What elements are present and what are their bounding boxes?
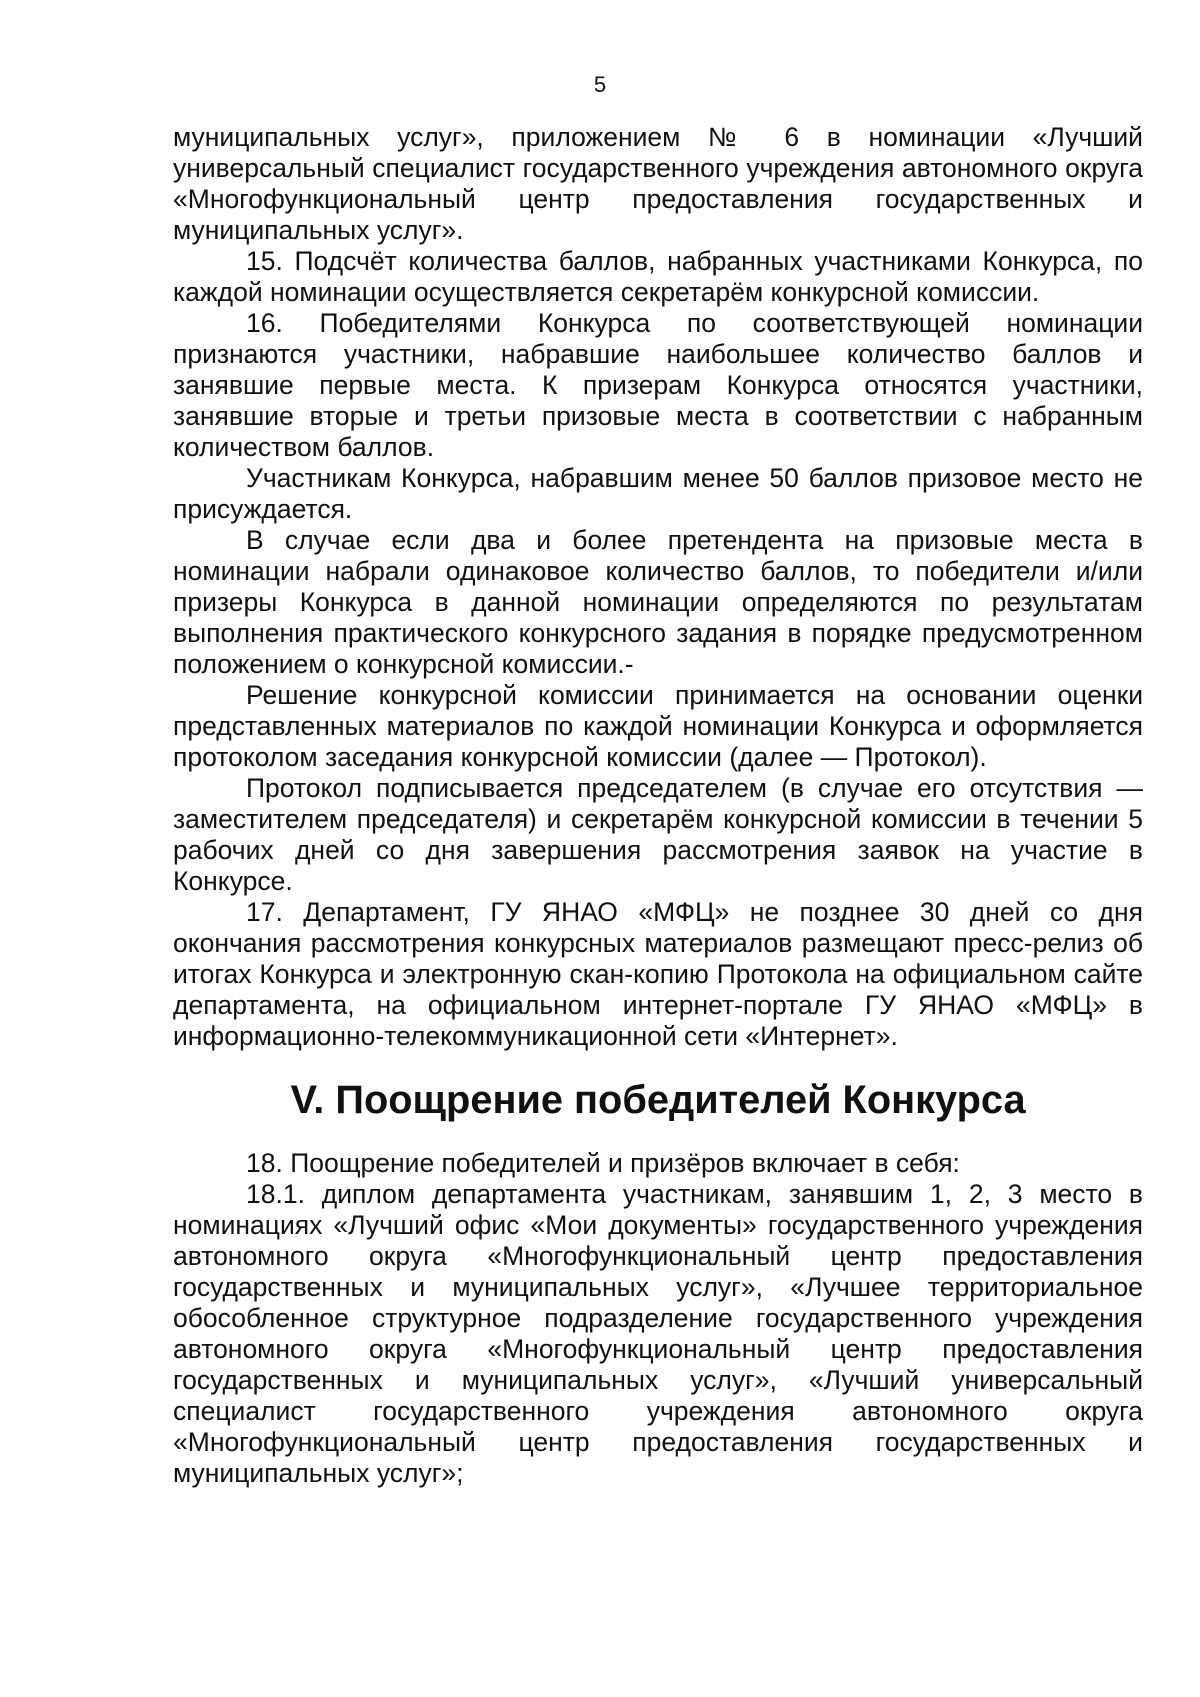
paragraph: 18.1. диплом департамента участникам, занявшим 1, 2, 3 место в номинациях «Лучший офис «Мои документы» государственного учреждения автономного округа «Многофункциональный центр предоставления государственных и муниципальных услуг», «Лучшее территориальное обособленное структурное подразделение государственного учреждения автономного округа «Многофункциональный центр предоставления государственных и муниципальных услуг», «Лучший универсальный специалист государственного учреждения автономного округа «Многофункциональный центр предоставления государственных и муниципальных услуг»; [173,1179,1143,1488]
paragraph: 18. Поощрение победителей и призёров включает в себя: [246,1148,960,1178]
paragraph: муниципальных услуг», приложением № 6 в номинации «Лучший универсальный специалист государственного учреждения автономного округа «Многофункциональный центр предоставления государственных и муниципальных услуг». [173,122,1143,245]
section-heading: V. Поощрение победителей Конкурса [290,1078,1026,1122]
paragraph: 16. Победителями Конкурса по соответствующей номинации признаются участники, набравшие наибольшее количество баллов и занявшие первые места. К призерам Конкурса относятся участники, занявшие вторые и третьи призовые места в соответствии с набранным количеством баллов. [173,308,1143,462]
document-body [173,122,1143,1489]
paragraph: Решение конкурсной комиссии принимается на основании оценки представленных материалов по каждой номинации Конкурса и оформляется протоколом заседания конкурсной комиссии (далее — Протокол). [173,680,1143,772]
page-number: 5 [593,72,607,97]
paragraph: 15. Подсчёт количества баллов, набранных участниками Конкурса, по каждой номинации осуществляется секретарём конкурсной комиссии. [173,246,1143,307]
paragraph: Протокол подписывается председателем (в случае его отсутствия — заместителем председателя) и секретарём конкурсной комиссии в течении 5 рабочих дней со дня завершения рассмотрения заявок на участие в Конкурсе. [173,773,1143,896]
paragraph: Участникам Конкурса, набравшим менее 50 баллов призовое место не присуждается. [173,463,1143,524]
paragraph: В случае если два и более претендента на призовые места в номинации набрали одинаковое количество баллов, то победители и/или призеры Конкурса в данной номинации определяются по результатам выполнения практического конкурсного задания в порядке предусмотренном положением о конкурсной комиссии.- [173,525,1143,679]
paragraph: 17. Департамент, ГУ ЯНАО «МФЦ» не позднее 30 дней со дня окончания рассмотрения конкурсных материалов размещают пресс-релиз об итогах Конкурса и электронную скан-копию Протокола на официальном сайте департамента, на официальном интернет-портале ГУ ЯНАО «МФЦ» в информационно-телекоммуникационной сети «Интернет». [173,897,1143,1051]
